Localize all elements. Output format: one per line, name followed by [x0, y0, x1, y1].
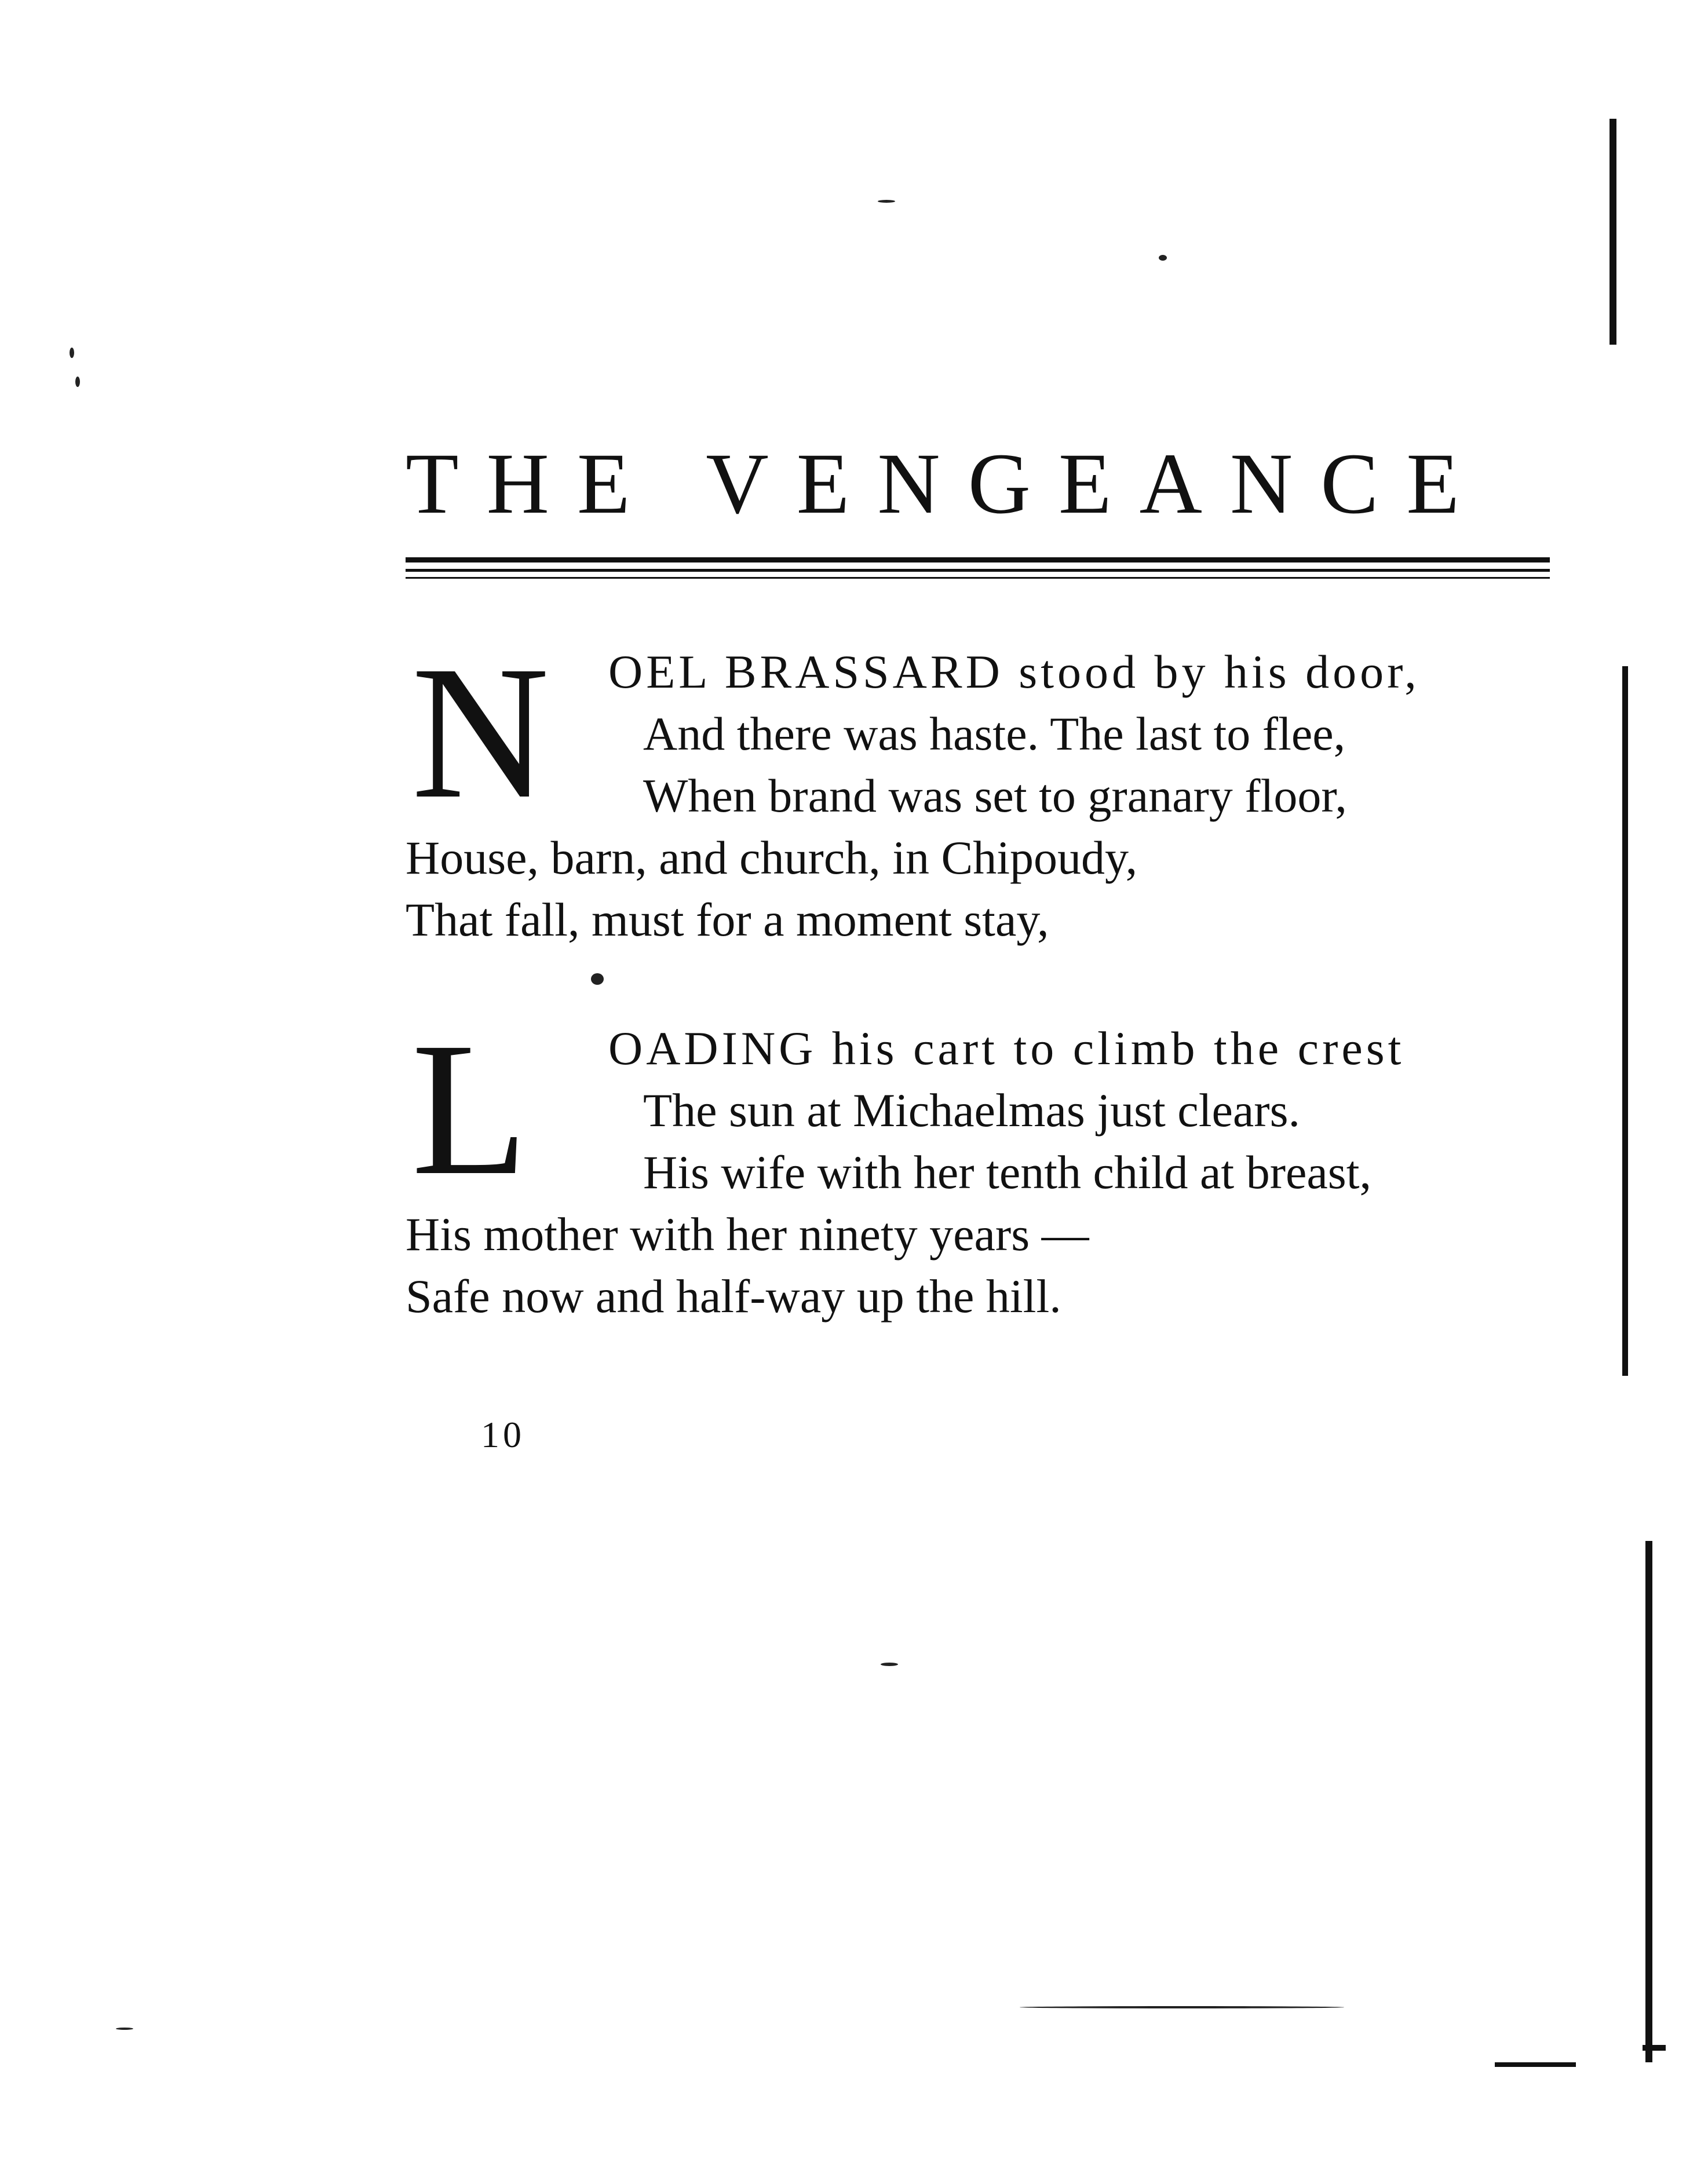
scan-edge-mark-top	[1610, 119, 1616, 345]
scan-speck	[591, 973, 604, 985]
scan-edge-mark-foot	[1495, 2062, 1576, 2067]
drop-cap-n: N	[411, 627, 550, 838]
scan-speck	[1159, 255, 1167, 261]
stanza-1-line-1: OEL BRASSARD stood by his door,	[608, 645, 1420, 698]
stanza-1-line-3: When brand was set to granary floor,	[643, 769, 1347, 822]
scan-speck	[70, 348, 74, 358]
stanza-2-line-3: His wife with her tenth child at breast,	[643, 1146, 1371, 1199]
stanza-1-line-4: House, barn, and church, in Chipoudy,	[406, 831, 1138, 884]
scan-speck	[1020, 2006, 1344, 2008]
drop-cap-l: L	[411, 1003, 528, 1215]
scan-edge-mark-corner	[1643, 2045, 1666, 2051]
poem-title: THE VENGEANCE	[406, 436, 1487, 532]
stanza-1-line-2: And there was haste. The last to flee,	[643, 707, 1346, 760]
scan-edge-mark-lower	[1645, 1541, 1652, 2062]
scan-speck	[881, 1663, 898, 1666]
stanza-2-line-2: The sun at Michaelmas just clears.	[643, 1084, 1300, 1137]
stanza-2-line-4: His mother with her ninety years —	[406, 1208, 1089, 1261]
scan-edge-mark-middle	[1622, 666, 1628, 1376]
title-rule-thick	[406, 557, 1550, 562]
stanza-2-line-5: Safe now and half-way up the hill.	[406, 1270, 1061, 1323]
stanza-1-line-5: That fall, must for a moment stay,	[406, 893, 1049, 946]
stanza-2-line-1: OADING his cart to climb the crest	[608, 1022, 1405, 1075]
scan-speck	[116, 2028, 133, 2030]
page-number: 10	[481, 1414, 525, 1455]
scan-speck	[75, 377, 80, 387]
title-rule-middle	[406, 569, 1550, 572]
title-rule-thin	[406, 577, 1550, 579]
scan-speck	[878, 200, 895, 203]
